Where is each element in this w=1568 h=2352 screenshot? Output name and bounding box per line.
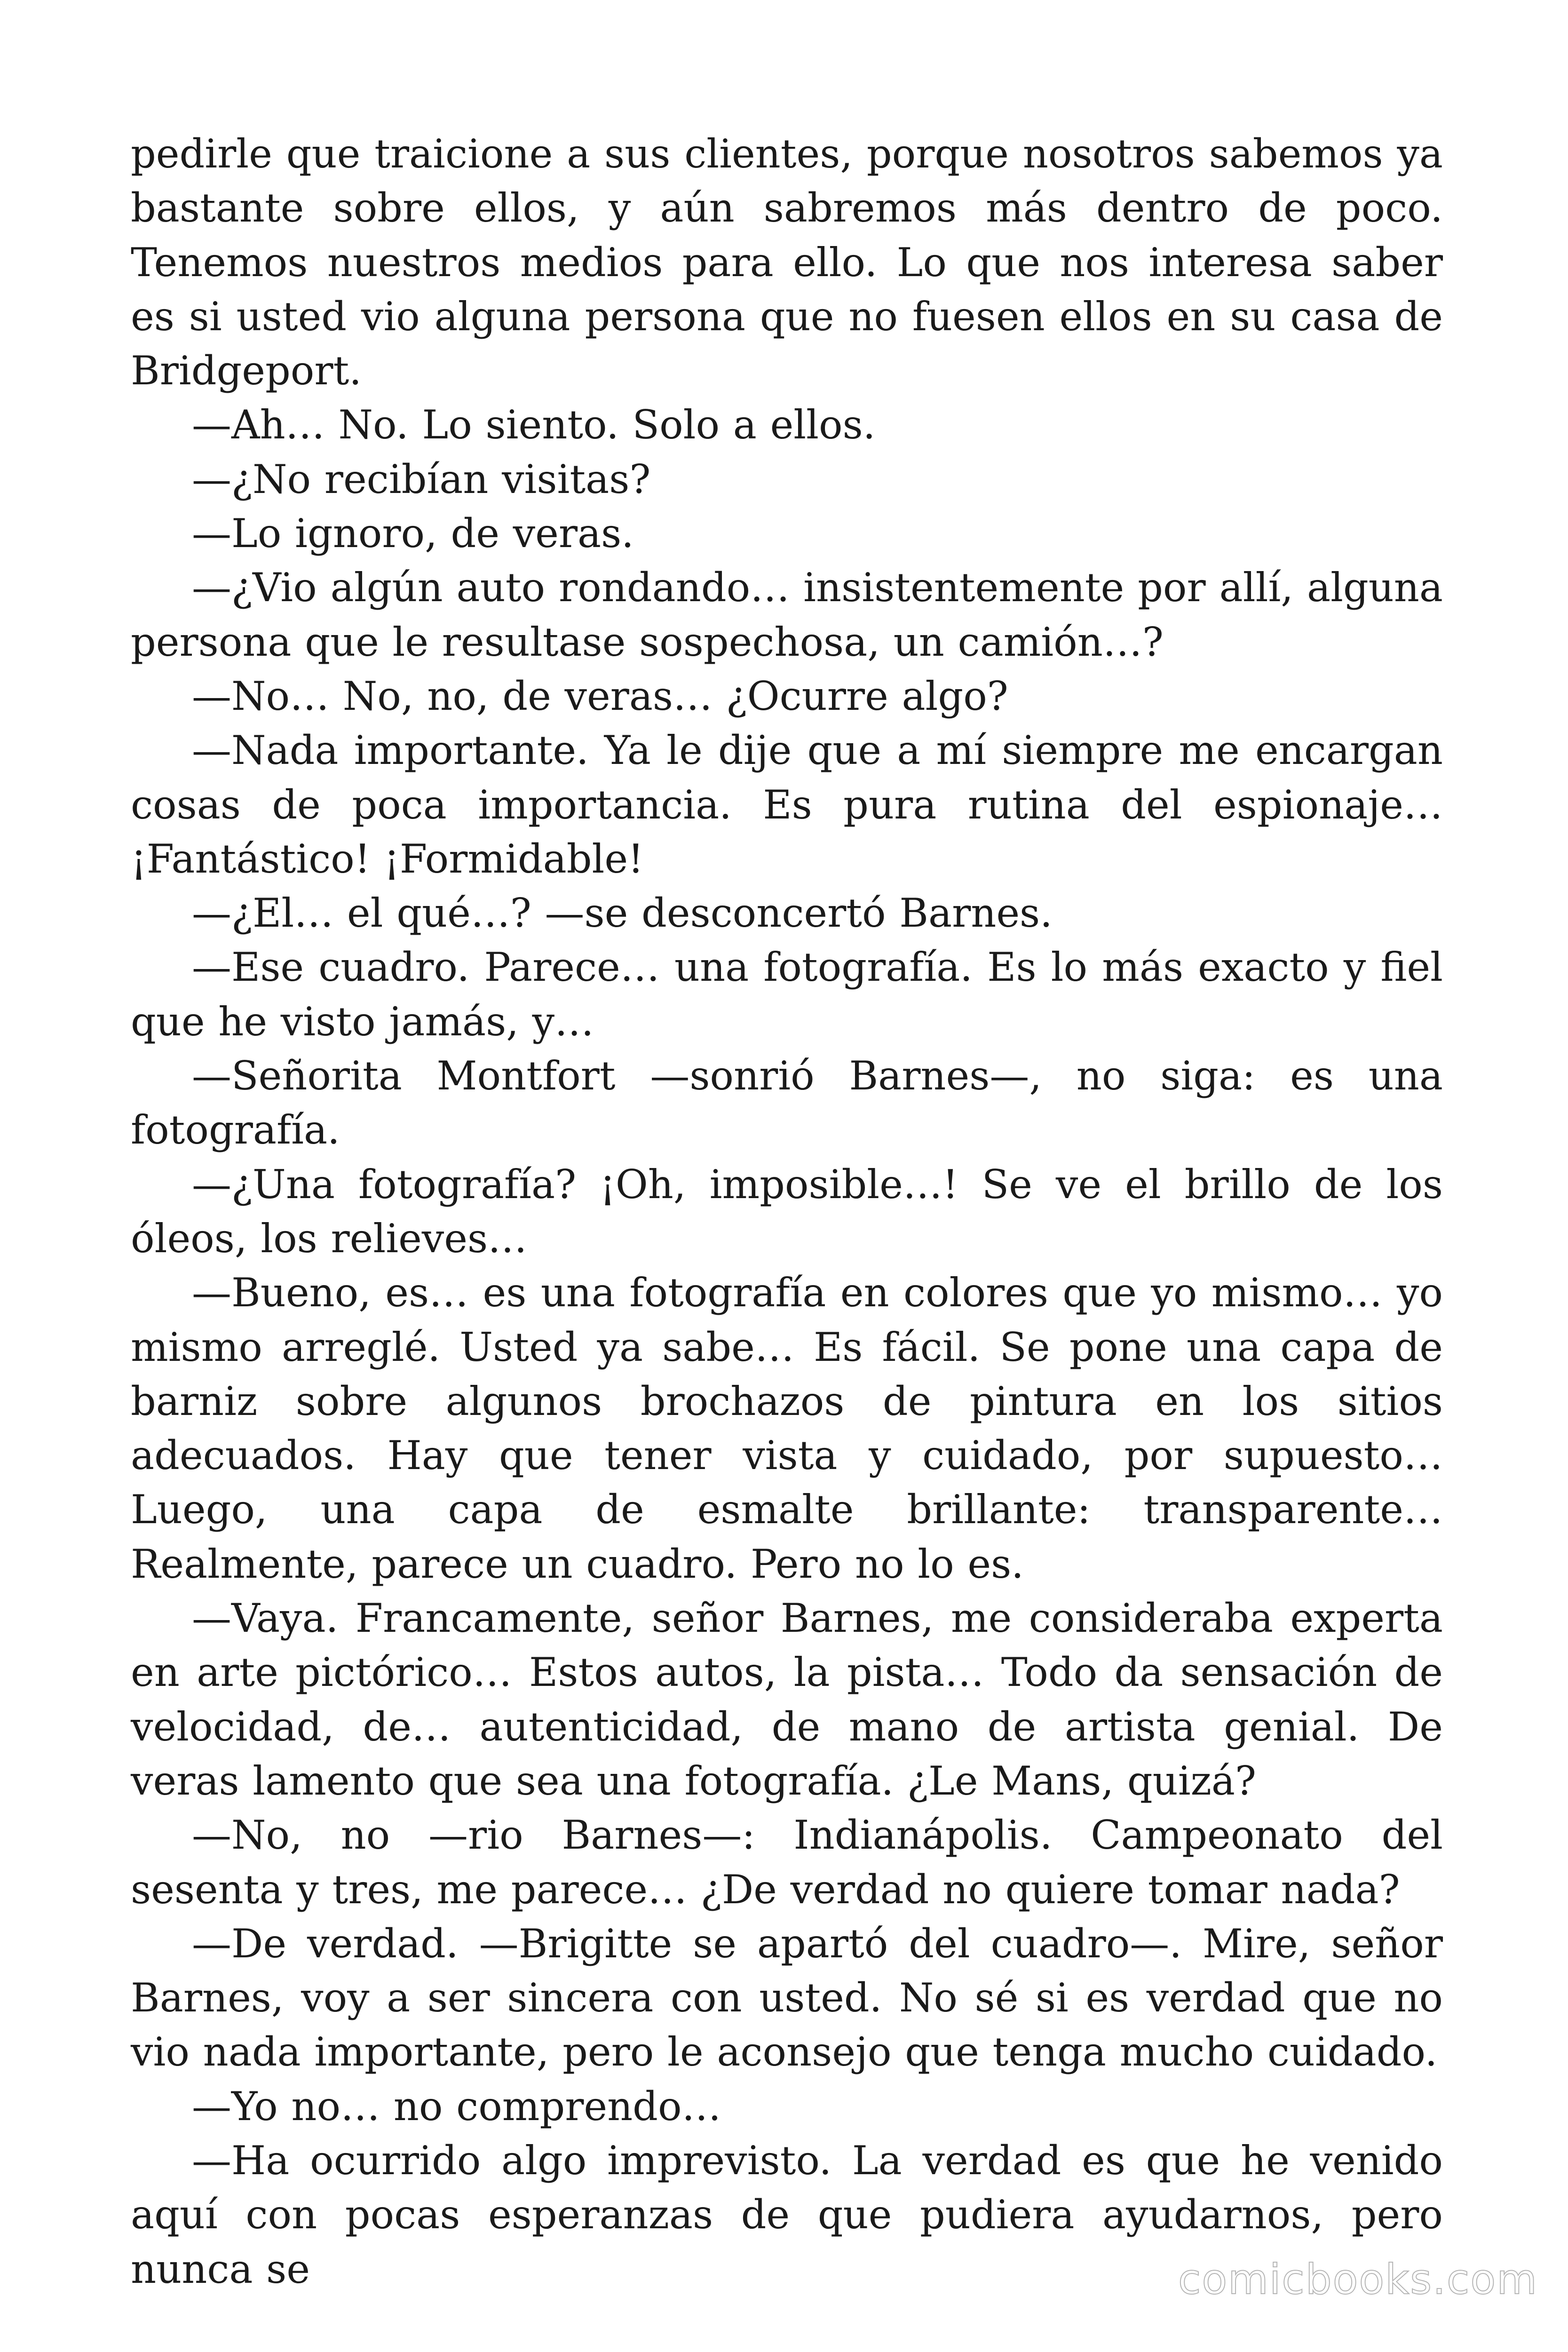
paragraph: —Nada importante. Ya le dije que a mí siempre me encargan cosas de poca importancia. Es pura rutina del espionaje… ¡Fantástico! ¡Formidable! xyxy=(131,727,1443,882)
paragraph: —No, no —rio Barnes—: Indianápolis. Campeonato del sesenta y tres, me parece… ¿De verdad no quiere tomar nada? xyxy=(131,1812,1443,1913)
paragraph: —Ha ocurrido algo imprevisto. La verdad es que he venido aquí con pocas esperanzas de que pudiera ayudarnos, pero nunca se xyxy=(131,2137,1443,2292)
paragraph: —No… No, no, de veras… ¿Ocurre algo? xyxy=(192,673,1008,719)
paragraph: —¿No recibían visitas? xyxy=(192,456,651,502)
paragraph: —Señorita Montfort —sonrió Barnes—, no siga: es una fotografía. xyxy=(131,1053,1443,1153)
paragraph: —¿El… el qué…? —se desconcertó Barnes. xyxy=(192,890,1053,937)
paragraph: —Ese cuadro. Parece… una fotografía. Es lo más exacto y fiel que he visto jamás, y… xyxy=(131,944,1443,1045)
paragraph: —Yo no… no comprendo… xyxy=(192,2083,721,2130)
paragraph: —¿Vio algún auto rondando… insistentemente por allí, alguna persona que le resultase sospechosa, un camión…? xyxy=(131,564,1443,665)
paragraph: pedirle que traicione a sus clientes, porque nosotros sabemos ya bastante sobre ellos, y aún sabremos más dentro de poco. Tenemos nuestros medios para ello. Lo que nos interesa saber es si usted vio alguna persona que no fuesen ellos en su casa de Bridgeport. xyxy=(131,131,1443,394)
paragraph: —Vaya. Francamente, señor Barnes, me consideraba experta en arte pictórico… Estos autos, la pista… Todo da sensación de velocidad, de… autenticidad, de mano de artista genial. De veras lamento que sea una fotografía. ¿Le Mans, quizá? xyxy=(131,1595,1443,1804)
paragraph: —Ah… No. Lo siento. Solo a ellos. xyxy=(192,402,876,448)
paragraph: —¿Una fotografía? ¡Oh, imposible…! Se ve el brillo de los óleos, los relieves… xyxy=(131,1161,1443,1262)
paragraph: —De verdad. —Brigitte se apartó del cuadro—. Mire, señor Barnes, voy a ser sincera con usted. No sé si es verdad que no vio nada importante, pero le aconsejo que tenga mucho cuidado. xyxy=(131,1920,1443,2075)
watermark: comicbooks.com xyxy=(1178,2255,1538,2304)
body-text xyxy=(131,127,1443,2296)
paragraph: —Bueno, es… es una fotografía en colores que yo mismo… yo mismo arreglé. Usted ya sabe… Es fácil. Se pone una capa de barniz sobre algunos brochazos de pintura en los sitios adecuados. Hay que tener vista y cuidado, por supuesto… Luego, una capa de esmalte brillante: transparente… Realmente, parece un cuadro. Pero no lo es. xyxy=(131,1270,1443,1587)
paragraph: —Lo ignoro, de veras. xyxy=(192,510,634,557)
